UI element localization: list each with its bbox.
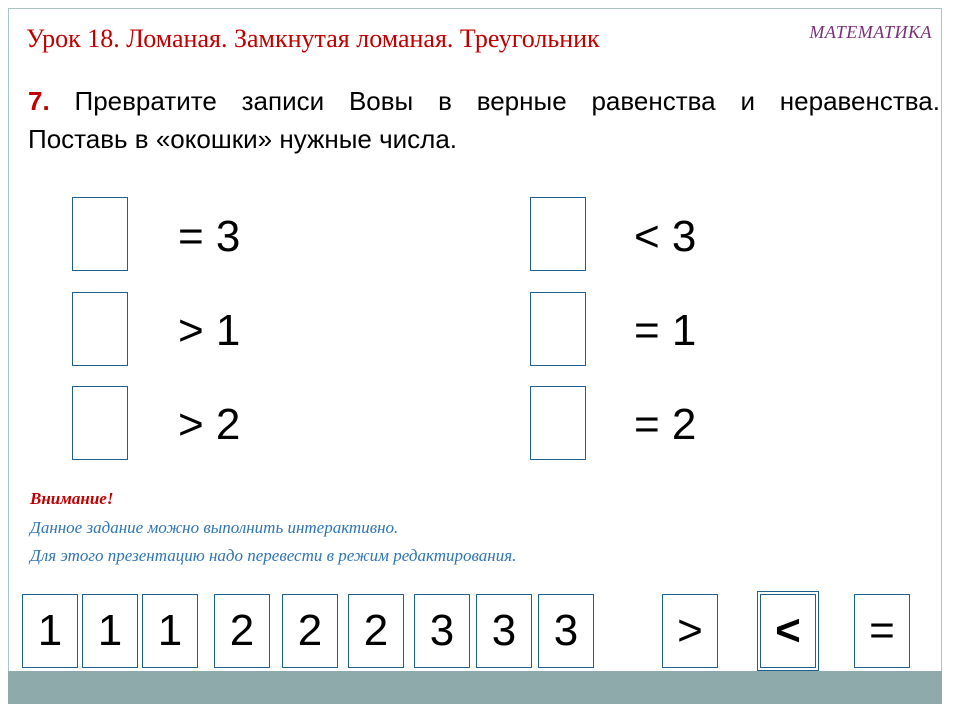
answer-slot-right-2[interactable] bbox=[530, 292, 586, 366]
note-line-1: Данное задание можно выполнить интерактивно. bbox=[30, 518, 399, 537]
tile-number-3b[interactable]: 3 bbox=[476, 594, 532, 668]
lesson-title: Урок 18. Ломаная. Замкнутая ломаная. Треугольник bbox=[26, 24, 600, 53]
note-heading: Внимание! bbox=[30, 489, 114, 508]
tile-number-1a[interactable]: 1 bbox=[22, 594, 78, 668]
expression-left-3: > 2 bbox=[178, 400, 241, 449]
task-line-2: Поставь в «окошки» нужные числа. bbox=[28, 124, 458, 154]
tile-equals[interactable]: = bbox=[854, 594, 910, 668]
tile-number-2c[interactable]: 2 bbox=[348, 594, 404, 668]
task-text bbox=[28, 82, 940, 158]
answer-slot-left-3[interactable] bbox=[72, 386, 128, 460]
answer-slot-right-1[interactable] bbox=[530, 197, 586, 271]
tile-number-2b[interactable]: 2 bbox=[282, 594, 338, 668]
tile-number-3c[interactable]: 3 bbox=[538, 594, 594, 668]
answer-slot-left-2[interactable] bbox=[72, 292, 128, 366]
expression-left-1: = 3 bbox=[178, 212, 241, 261]
task-number: 7. bbox=[28, 86, 50, 116]
answer-slot-left-1[interactable] bbox=[72, 197, 128, 271]
subject-label: МАТЕМАТИКА bbox=[809, 22, 932, 42]
tile-number-3a[interactable]: 3 bbox=[414, 594, 470, 668]
expression-right-1: < 3 bbox=[634, 212, 697, 261]
note-line-2: Для этого презентацию надо перевести в режим редактирования. bbox=[30, 546, 517, 565]
task-line-1 bbox=[28, 82, 940, 120]
expression-left-2: > 1 bbox=[178, 306, 241, 355]
tile-less-than[interactable]: < bbox=[760, 594, 816, 668]
task-line-1-text: Превратите записи Вовы в верные равенства и неравенства. bbox=[74, 86, 940, 116]
tile-number-1b[interactable]: 1 bbox=[82, 594, 138, 668]
tile-number-1c[interactable]: 1 bbox=[142, 594, 198, 668]
tile-number-2a[interactable]: 2 bbox=[214, 594, 270, 668]
bottom-bar bbox=[8, 671, 942, 704]
tile-greater-than[interactable]: > bbox=[662, 594, 718, 668]
expression-right-2: = 1 bbox=[634, 306, 697, 355]
expression-right-3: = 2 bbox=[634, 400, 697, 449]
answer-slot-right-3[interactable] bbox=[530, 386, 586, 460]
